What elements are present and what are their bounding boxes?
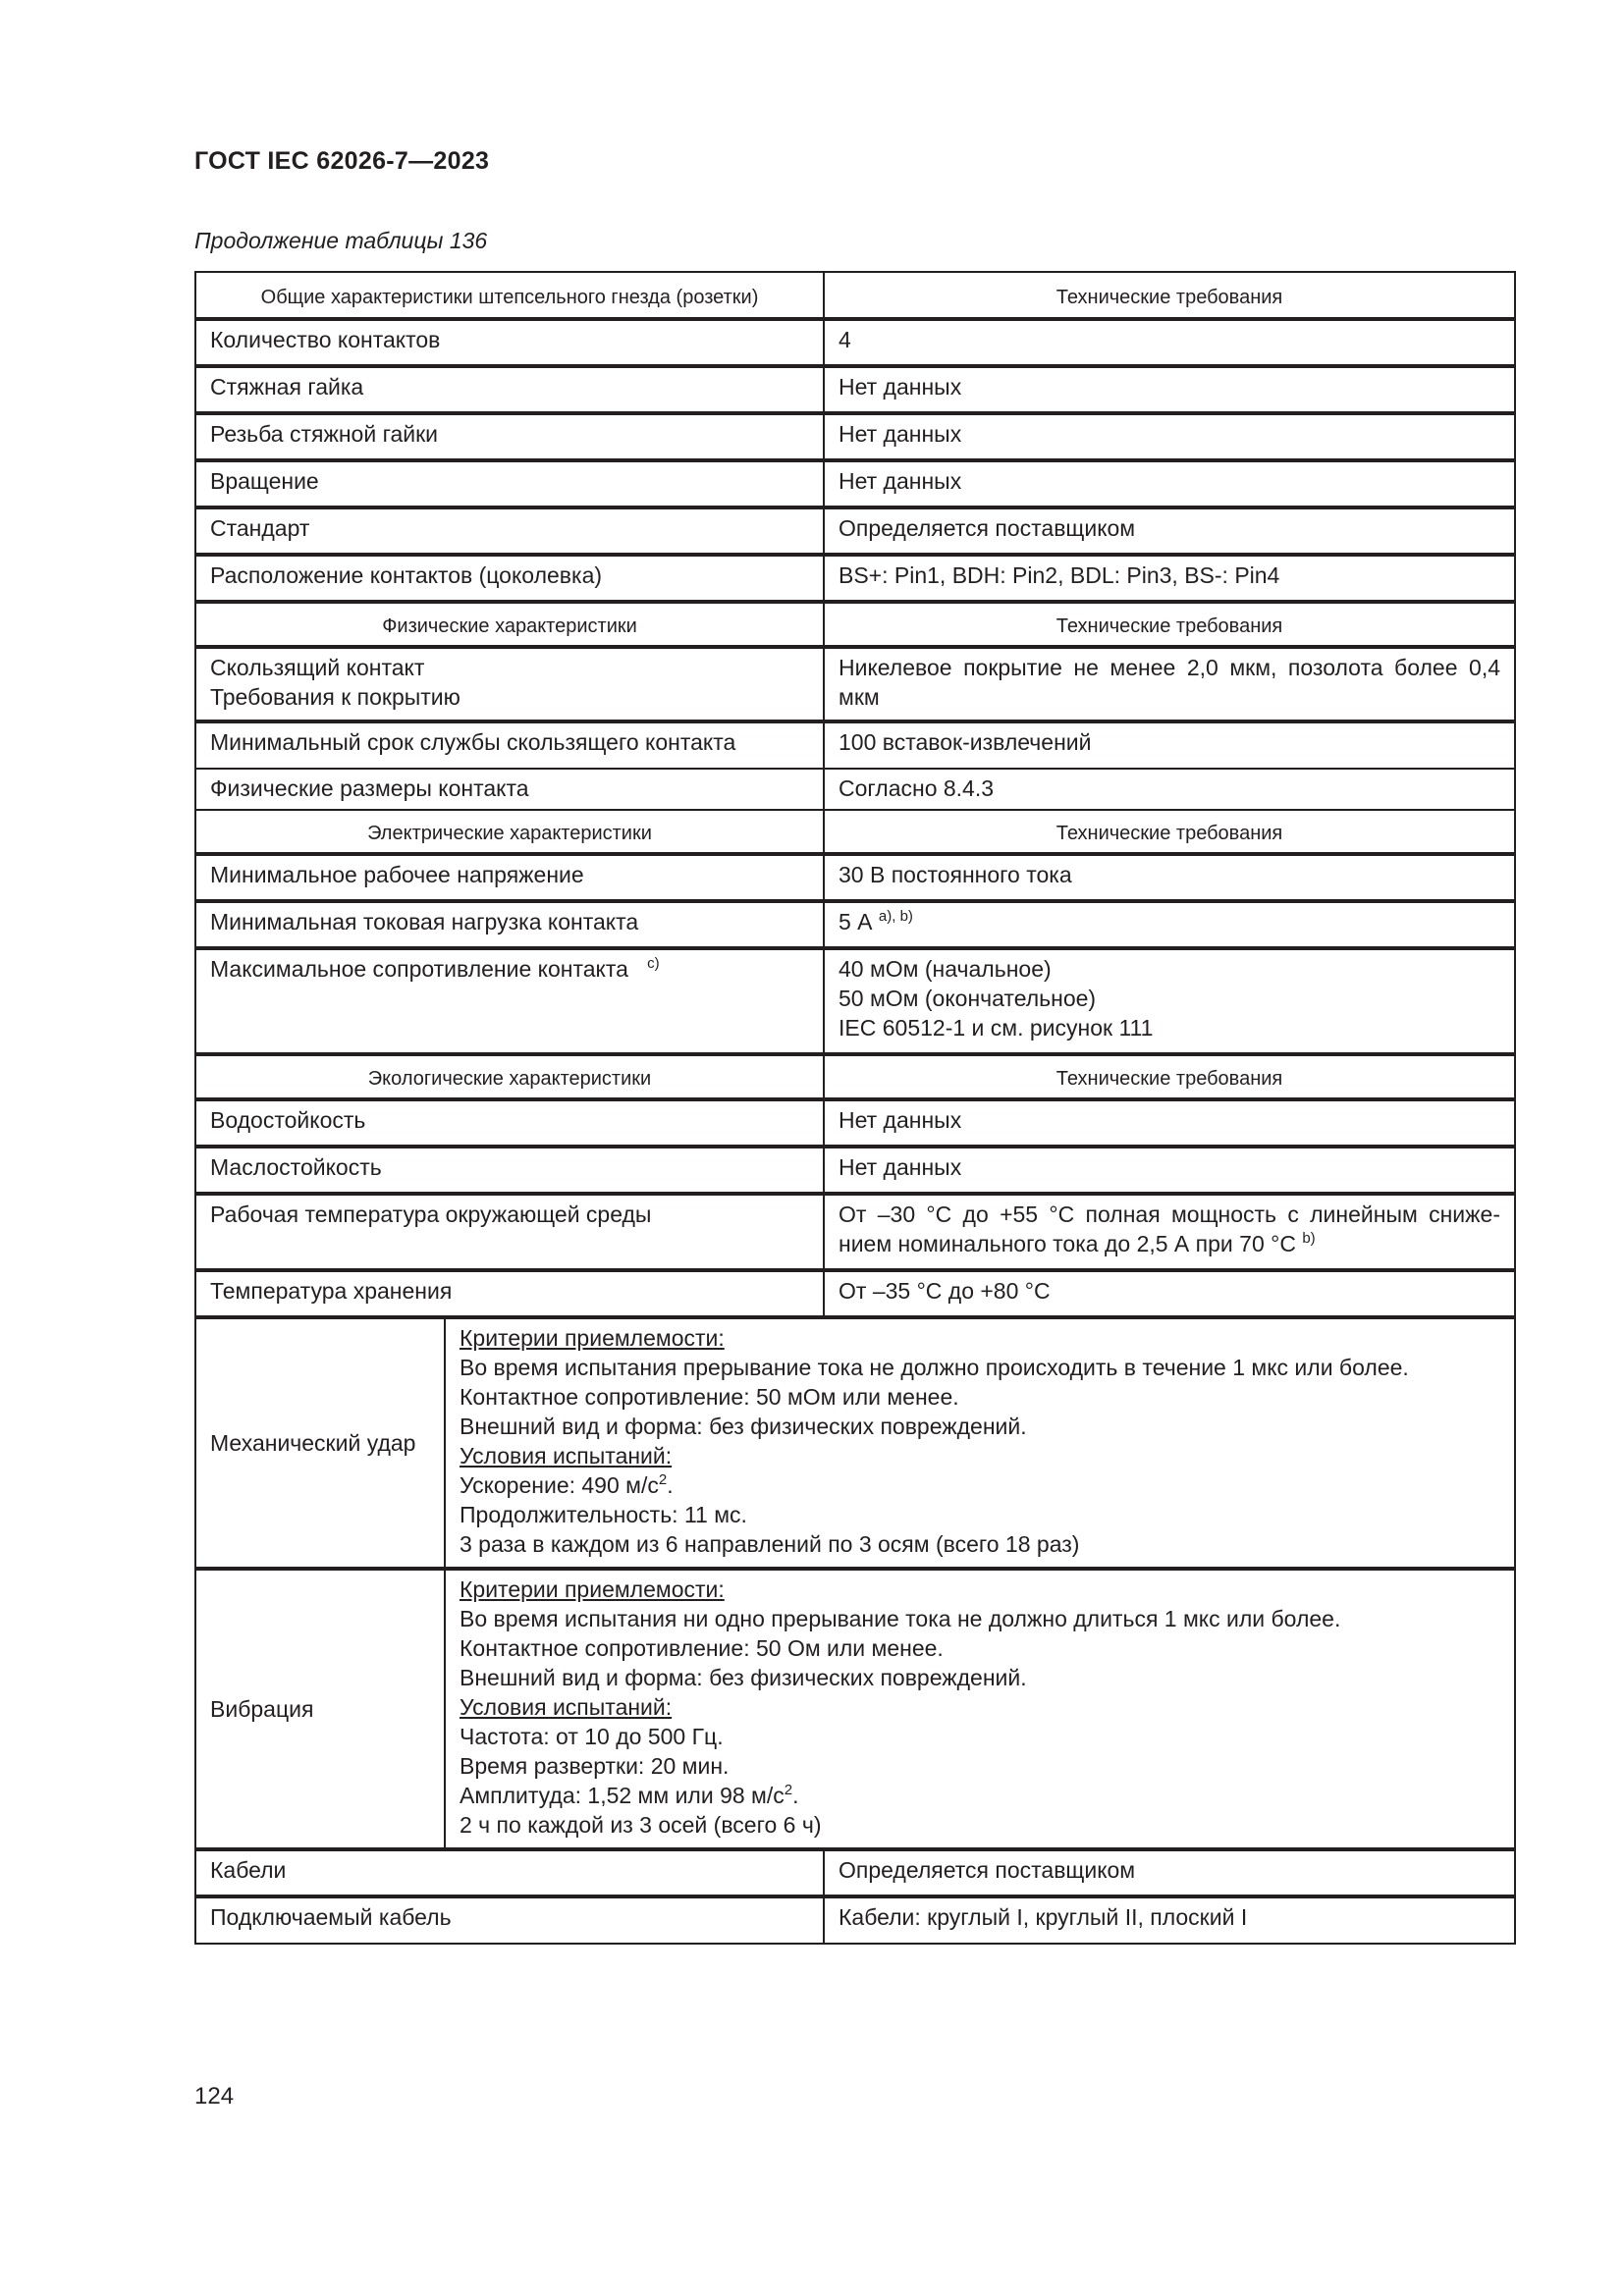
table-row (195, 1270, 1515, 1317)
section-header-row (195, 602, 1515, 647)
value-line: Контактное сопротивление: 50 Ом или менее. (460, 1635, 944, 1661)
footnote-ref: b) (1302, 1230, 1316, 1247)
value-text: Ускорение: 490 м/с (460, 1472, 659, 1498)
row-value (824, 1194, 1515, 1270)
row-value: 100 вставок-извлечений (824, 721, 1515, 769)
row-value (824, 901, 1515, 948)
value-line: 40 мОм (начальное) (839, 956, 1052, 982)
row-label: Стяжная гайка (195, 366, 824, 413)
conditions-title: Условия испытаний: (460, 1443, 673, 1468)
row-label: Рабочая температура окружающей среды (195, 1194, 824, 1270)
row-label: Расположение контактов (цоколевка) (195, 555, 824, 602)
row-value: От –35 °С до +80 °С (824, 1270, 1515, 1317)
table-row (195, 1099, 1515, 1147)
value-line: 50 мОм (окончательное) (839, 986, 1097, 1011)
document-title: ГОСТ IEC 62026-7—2023 (194, 147, 490, 175)
row-value: Согласно 8.4.3 (824, 769, 1515, 810)
table-caption: Продолжение таблицы 136 (194, 228, 488, 253)
table-row (195, 319, 1515, 366)
table-row (195, 854, 1515, 901)
value-text: . (792, 1783, 799, 1808)
table-row (195, 460, 1515, 507)
row-value: Кабели: круглый I, круглый II, плоский I (824, 1896, 1515, 1944)
value-line: Внешний вид и форма: без физических повреждений. (460, 1665, 1027, 1690)
superscript: 2 (784, 1782, 793, 1798)
row-label: Подключаемый кабель (195, 1896, 824, 1944)
label-line: Скользящий контакт (210, 655, 425, 680)
table-row (195, 1849, 1515, 1896)
value-text: . (667, 1472, 674, 1498)
value-line: Частота: от 10 до 500 Гц. (460, 1724, 724, 1749)
header-requirements: Технические требования (824, 1054, 1515, 1099)
row-label: Минимальная токовая нагрузка контакта (195, 901, 824, 948)
table-row (195, 647, 1515, 721)
value-text: 5 А (839, 909, 873, 934)
row-label: Кабели (195, 1849, 824, 1896)
row-label: Минимальное рабочее напряжение (195, 854, 824, 901)
header-requirements: Технические требования (824, 602, 1515, 647)
section-header-row (195, 810, 1515, 854)
row-value: Нет данных (824, 1099, 1515, 1147)
row-value: Никелевое покрытие не менее 2,0 мкм, позолота более 0,4 мкм (824, 647, 1515, 721)
row-label: Вращение (195, 460, 824, 507)
table-row (195, 555, 1515, 602)
value-line (460, 1781, 1500, 1810)
value-line: Продолжительность: 11 мс. (460, 1502, 747, 1527)
table-row (195, 413, 1515, 460)
table-row (195, 769, 1515, 810)
page-number: 124 (194, 2083, 235, 2109)
header-requirements: Технические требования (824, 272, 1515, 319)
row-label: Минимальный срок службы скользящего контакта (195, 721, 824, 769)
spec-table (194, 271, 1516, 1945)
header-physical: Физические характеристики (195, 602, 824, 647)
row-label: Маслостойкость (195, 1147, 824, 1194)
row-value: 4 (824, 319, 1515, 366)
section-header-row (195, 1054, 1515, 1099)
label-text: Максимальное сопротивление контакта (210, 956, 628, 982)
row-value: Нет данных (824, 413, 1515, 460)
value-text: Амплитуда: 1,52 мм или 98 м/с (460, 1783, 785, 1808)
criteria-title: Критерии приемлемости: (460, 1325, 725, 1351)
table-row-shock (195, 1317, 1515, 1569)
value-line: IEC 60512-1 и см. рисунок 111 (839, 1015, 1154, 1041)
row-value: 30 В постоянного тока (824, 854, 1515, 901)
value-line (460, 1470, 1500, 1500)
header-electrical: Электрические характеристики (195, 810, 824, 854)
header-requirements: Технические требования (824, 810, 1515, 854)
row-label (195, 647, 824, 721)
row-label: Физические размеры контакта (195, 769, 824, 810)
value-text: От –30 °С до +55 °С полная мощность с линейным сниже-нием номинального тока до 2,5 А при 70 °С (839, 1201, 1500, 1256)
row-value: Определяется поставщиком (824, 1849, 1515, 1896)
row-value (445, 1317, 1515, 1569)
row-value: Нет данных (824, 366, 1515, 413)
footnote-ref: c) (647, 955, 660, 972)
table-row (195, 1896, 1515, 1944)
row-value (445, 1569, 1515, 1849)
value-line: Во время испытания ни одно прерывание тока не должно длиться 1 мкс или более. (460, 1606, 1341, 1631)
value-line: 2 ч по каждой из 3 осей (всего 6 ч) (460, 1812, 822, 1838)
table-row (195, 948, 1515, 1054)
footnote-ref: a), b) (878, 908, 913, 925)
table-row (195, 507, 1515, 555)
row-label: Стандарт (195, 507, 824, 555)
row-label: Количество контактов (195, 319, 824, 366)
value-line: Внешний вид и форма: без физических повреждений. (460, 1414, 1027, 1439)
table-row (195, 901, 1515, 948)
value-line: 3 раза в каждом из 6 направлений по 3 осям (всего 18 раз) (460, 1531, 1080, 1557)
row-label: Водостойкость (195, 1099, 824, 1147)
value-line: Время развертки: 20 мин. (460, 1753, 730, 1779)
header-ecological: Экологические характеристики (195, 1054, 824, 1099)
row-value: Нет данных (824, 1147, 1515, 1194)
superscript: 2 (658, 1471, 668, 1488)
row-value (824, 948, 1515, 1054)
label-line: Требования к покрытию (210, 684, 460, 710)
table-row-vibration (195, 1569, 1515, 1849)
table-row (195, 721, 1515, 769)
row-label (195, 948, 824, 1054)
row-label: Резьба стяжной гайки (195, 413, 824, 460)
row-value: BS+: Pin1, BDH: Pin2, BDL: Pin3, BS-: Pin4 (824, 555, 1515, 602)
value-line: Во время испытания прерывание тока не должно происходить в течение 1 мкс или более. (460, 1355, 1409, 1380)
table-row (195, 1194, 1515, 1270)
criteria-title: Критерии приемлемости: (460, 1576, 725, 1602)
table-header-row (195, 272, 1515, 319)
row-value: Нет данных (824, 460, 1515, 507)
row-value: Определяется поставщиком (824, 507, 1515, 555)
conditions-title: Условия испытаний: (460, 1694, 673, 1720)
header-general: Общие характеристики штепсельного гнезда (розетки) (195, 272, 824, 319)
table-row (195, 1147, 1515, 1194)
table-row (195, 366, 1515, 413)
row-label: Вибрация (195, 1569, 445, 1849)
row-label: Температура хранения (195, 1270, 824, 1317)
value-line: Контактное сопротивление: 50 мОм или менее. (460, 1384, 959, 1410)
row-label: Механический удар (195, 1317, 445, 1569)
